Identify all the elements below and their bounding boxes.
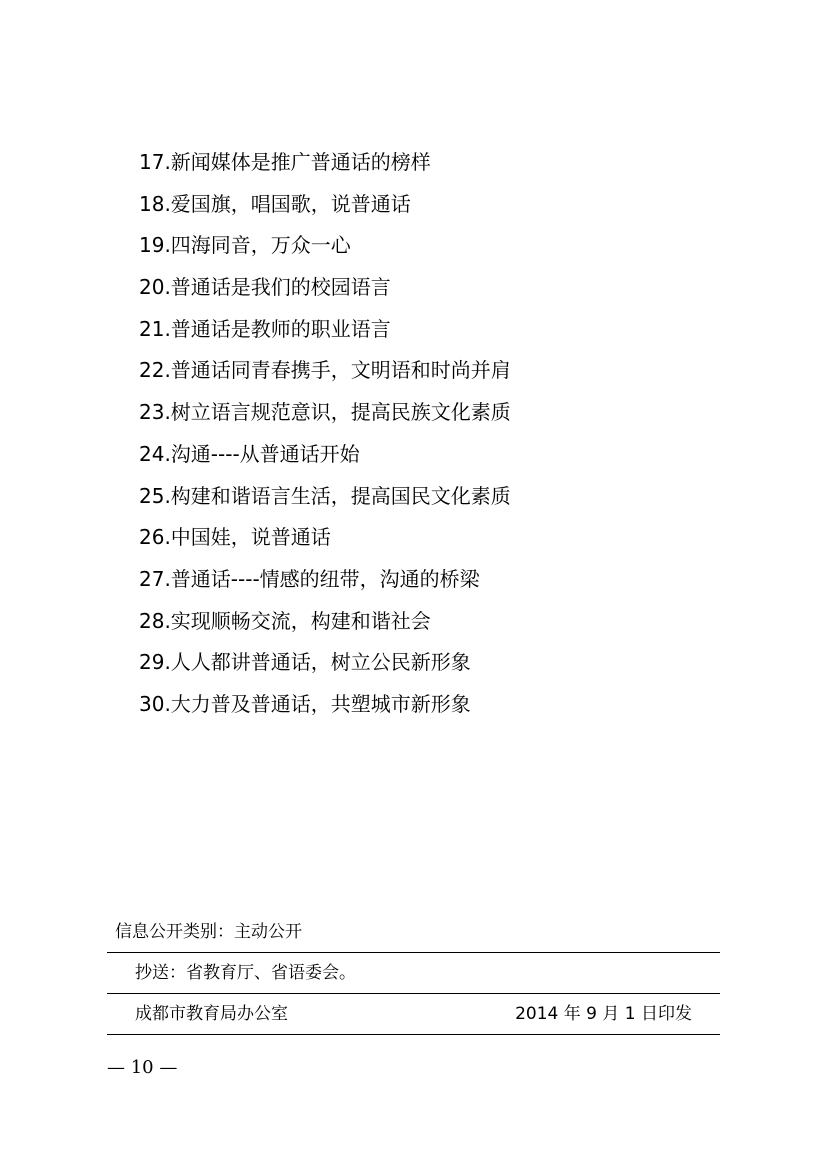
slogan-item: 19.四海同音，万众一心	[139, 233, 351, 258]
slogan-item: 17.新闻媒体是推广普通话的榜样	[139, 150, 431, 174]
slogan-item: 29.人人都讲普通话，树立公民新形象	[139, 650, 471, 675]
cc-recipients: 抄送：省教育厅、省语委会。	[107, 953, 720, 994]
issuer-name: 成都市教育局办公室	[135, 1004, 288, 1024]
slogan-item: 22.普通话同青春携手，文明语和时尚并肩	[139, 358, 511, 383]
slogan-list	[139, 146, 511, 730]
slogan-item: 28.实现顺畅交流，构建和谐社会	[139, 608, 431, 633]
slogan-item: 26.中国娃，说普通话	[139, 525, 331, 550]
issue-date: 2014 年 9 月 1 日印发	[515, 1004, 692, 1024]
issuer-row	[107, 994, 720, 1035]
slogan-item: 21.普通话是教师的职业语言	[139, 316, 391, 341]
slogan-item: 30.大力普及普通话，共塑城市新形象	[139, 691, 471, 716]
slogan-item: 20.普通话是我们的校园语言	[139, 275, 391, 300]
slogan-item: 24.沟通----从普通话开始	[139, 441, 360, 466]
slogan-item: 23.树立语言规范意识，提高民族文化素质	[139, 400, 511, 425]
slogan-item: 18.爱国旗，唱国歌，说普通话	[139, 191, 411, 216]
slogan-item: 25.构建和谐语言生活，提高国民文化素质	[139, 483, 511, 508]
page-number: — 10 —	[107, 1057, 178, 1078]
document-footer	[107, 915, 720, 1035]
info-disclosure-category: 信息公开类别：主动公开	[107, 915, 720, 953]
slogan-item: 27.普通话----情感的纽带，沟通的桥梁	[139, 566, 480, 591]
